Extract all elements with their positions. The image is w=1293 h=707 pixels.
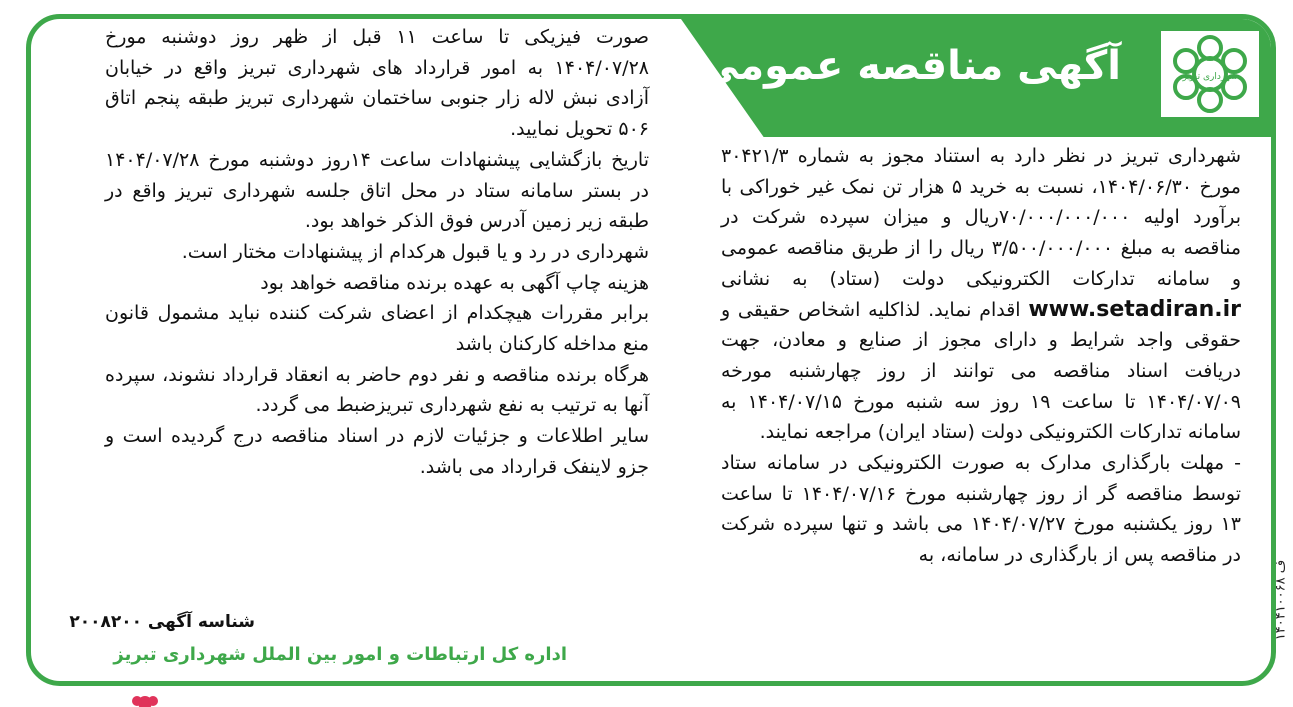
ad-identifier: شناسه آگهی ۲۰۰۸۲۰۰ <box>69 612 255 632</box>
intro-text: شهرداری تبریز در نظر دارد به استناد مجوز به شماره ۳۰۴۲۱/۳ مورخ ۱۴۰۴/۰۶/۳۰، نسبت به خرید ۵ هزار تن نمک غیر خوراکی با برآورد اولیه ۷۰/۰۰۰/۰۰۰/۰۰۰ریال و میزان سپرده شرکت در مناقصه به مبلغ ۳/۵۰۰/۰۰۰/۰۰۰ ریال را از طریق مناقصه عمومی و سامانه تدارکات الکترونیکی دولت (ستاد) به نشانی <box>721 145 1241 290</box>
logo-text: شهرداری تبریز <box>1182 72 1238 82</box>
ad-title: آگهی مناقصه عمومی <box>698 43 1121 89</box>
paragraph-opening-date: تاریخ بازگشایی پیشنهادات ساعت ۱۴روز دوشنبه مورخ ۱۴۰۴/۰۷/۲۸ در بستر سامانه ستاد در محل اتاق جلسه شهرداری تبریز واقع در طبقه زیر زمین آدرس فوق الذکر خواهد بود. <box>105 148 649 233</box>
paragraph-upload-deadline: - مهلت بارگذاری مدارک به صورت الکترونیکی در سامانه ستاد توسط مناقصه گر از روز چهارشنبه مورخ ۱۴۰۴/۰۷/۱۶ تا ساعت ۱۳ روز یکشنبه مورخ ۱۴۰۴/۰۷/۲۷ می باشد و تنها سپرده شرکت در مناقصه پس از بارگذاری در سامانه، به <box>721 452 1242 567</box>
paragraph-ad-cost: هزینه چاپ آگهی به عهده برنده مناقصه خواهد بود <box>260 271 649 294</box>
paragraph-other-info: سایر اطلاعات و جزئیات لازم در اسناد مناقصه درج گردیده است و جزو لاینفک قرارداد می باشد. <box>105 425 649 478</box>
issuing-office: اداره کل ارتباطات و امور بین الملل شهرداری تبریز <box>113 644 567 665</box>
tabriz-municipality-logo-icon <box>1161 31 1259 117</box>
paragraph-regulations: برابر مقررات هیچکدام از اعضای شرکت کننده نباید مشمول قانون منع مداخله کارکنان باشد <box>105 302 649 356</box>
paragraph-rights: شهرداری در رد و یا قبول هرکدام از پیشنهادات مختار است. <box>181 240 649 263</box>
flower-icon <box>128 689 162 707</box>
intro-text-continued: اقدام نماید. لذاکلیه اشخاص حقیقی و حقوقی واجد شرایط و دارای مجوز از صنایع و معادن، جهت دریافت اسناد مناقصه می توانند از روز چهارشنبه مورخه ۱۴۰۴/۰۷/۰۹ تا ساعت ۱۹ روز سه شنبه مورخ ۱۴۰۴/۰۷/۱۵ به سامانه تدارکات الکترونیکی دولت (ستاد ایران) مراجعه نمایند. <box>721 298 1241 444</box>
paragraph-physical-delivery: صورت فیزیکی تا ساعت ۱۱ قبل از ظهر روز دوشنبه مورخ ۱۴۰۴/۰۷/۲۸ به امور قرارداد های شهرداری تبریز واقع در خیابان آزادی نبش لاله زار جنوبی ساختمان شهرداری تبریز طبقه پنجم اتاق ۵۰۶ تحویل نمایید. <box>105 26 649 141</box>
side-code <box>1269 520 1293 680</box>
column-left <box>105 22 649 483</box>
paragraph-forfeit: هرگاه برنده مناقصه و نفر دوم حاضر به انعقاد قرارداد نشوند، سپرده آنها به ترتیب به نفع شهرداری تبریزضبط می گردد. <box>105 363 649 417</box>
side-code-text: ۱۴۰۴۱۰۰۶۸ ف <box>1273 559 1289 641</box>
setadiran-link[interactable]: www.setadiran.ir <box>1028 296 1242 322</box>
paragraph-intro <box>721 141 1241 448</box>
column-right <box>721 141 1241 571</box>
